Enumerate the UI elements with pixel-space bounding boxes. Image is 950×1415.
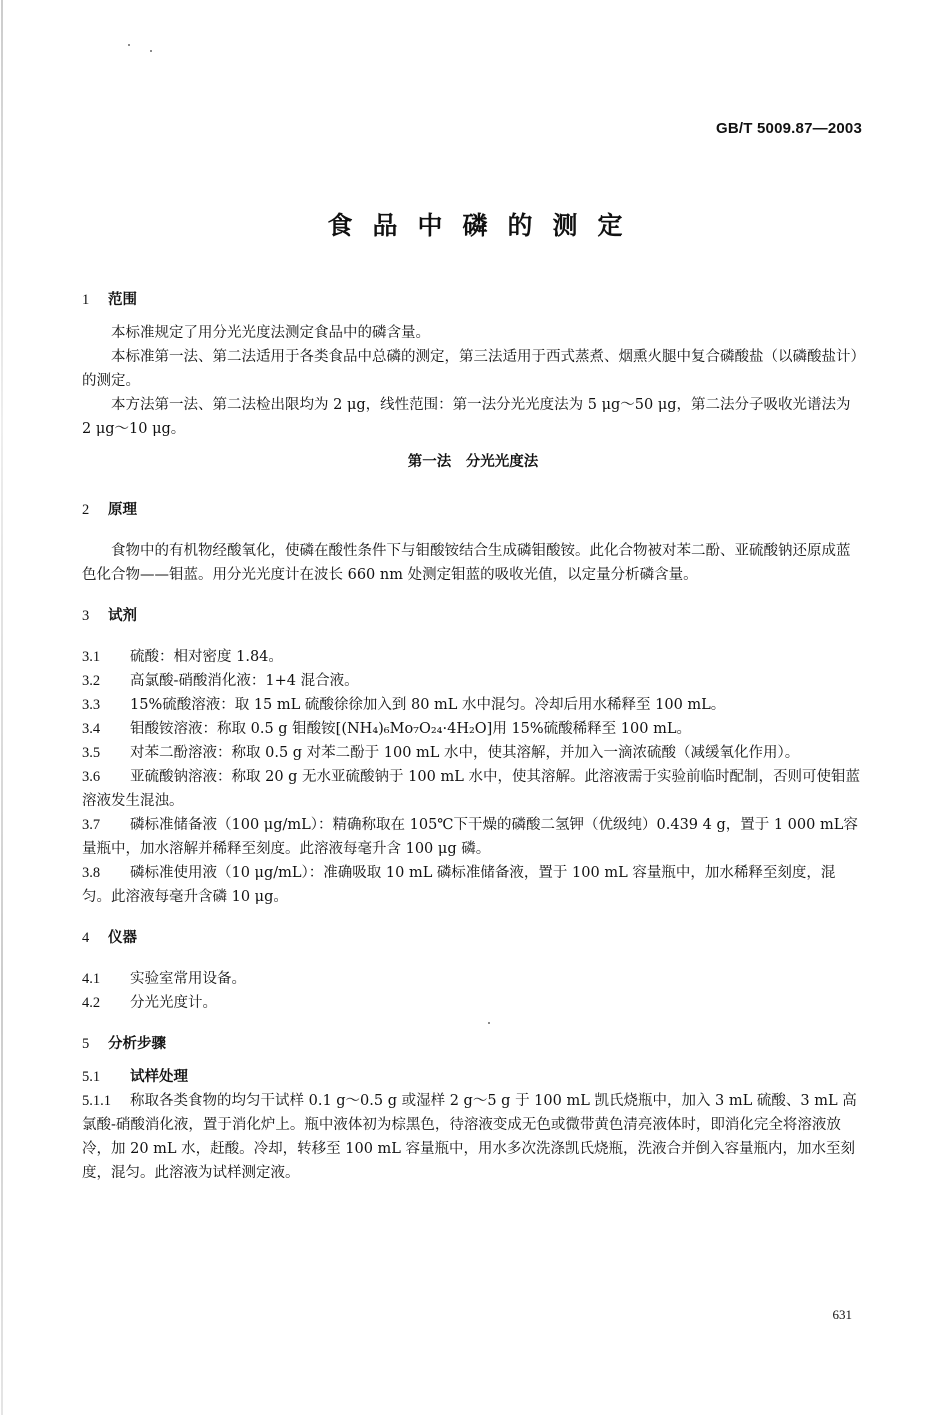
document-title: 食品中磷的测定	[327, 211, 643, 240]
scan-speck	[150, 50, 152, 52]
item-number: 3.1	[82, 649, 101, 665]
section-number: 5	[82, 1036, 90, 1052]
list-item	[82, 967, 864, 991]
item-text: 磷标准使用液（10 μg/mL）：准确吸取 10 mL 磷标准储备液，置于 100 mL 容量瓶中，加水稀释至刻度，混匀。此溶液每毫升含磷 10 μg。	[82, 865, 836, 905]
section-title: 原理	[108, 502, 137, 518]
item-number: 3.6	[82, 769, 101, 785]
standard-code: GB/T 5009.87—2003	[716, 120, 862, 137]
page-number: 631	[832, 1307, 852, 1322]
section-title: 试剂	[108, 608, 137, 624]
section-title: 分析步骤	[108, 1036, 166, 1052]
section-heading-2	[82, 498, 864, 522]
paragraph: 本标准规定了用分光光度法测定食品中的磷含量。	[111, 325, 430, 341]
subsection-title: 试样处理	[130, 1069, 188, 1085]
item-text: 磷标准储备液（100 μg/mL）：精确称取在 105℃下干燥的磷酸二氢钾（优级纯）0.439 4 g，置于 1 000 mL容量瓶中，加水溶解并稀释至刻度。此溶液每毫升含 100 μg 磷。	[82, 817, 858, 857]
section-heading-4	[82, 926, 864, 950]
section-number: 2	[82, 502, 90, 518]
section-heading-3	[82, 604, 864, 628]
list-item	[82, 693, 864, 717]
item-number: 3.3	[82, 697, 101, 713]
item-text: 亚硫酸钠溶液：称取 20 g 无水亚硫酸钠于 100 mL 水中，使其溶解。此溶液需于实验前临时配制，否则可使钼蓝溶液发生混浊。	[82, 769, 860, 809]
item-text: 高氯酸-硝酸消化液：1+4 混合液。	[130, 673, 359, 689]
item-number: 5.1.1	[82, 1093, 111, 1109]
item-text: 对苯二酚溶液：称取 0.5 g 对苯二酚于 100 mL 水中，使其溶解，并加入一滴浓硫酸（减缓氧化作用）。	[130, 745, 800, 761]
list-item	[82, 717, 864, 741]
list-item	[82, 813, 864, 861]
item-text: 称取各类食物的均匀干试样 0.1 g～0.5 g 或湿样 2 g～5 g 于 100 mL 凯氏烧瓶中，加入 3 mL 硫酸、3 mL 高氯酸-硝酸消化液，置于消化炉上。瓶中液体初为棕黑色，待溶液变成无色或微带黄色清亮液体时，即消化完全将溶液放冷，加 20 mL 水，赶酸。冷却，转移至 100 mL 容量瓶中，用水多次洗涤凯氏烧瓶，洗液合并倒入容量瓶内，加水至刻度，混匀。此溶液为试样测定液。	[82, 1093, 857, 1181]
section-title: 仪器	[108, 930, 137, 946]
list-item	[82, 741, 864, 765]
item-number: 3.5	[82, 745, 101, 761]
item-number: 3.4	[82, 721, 101, 737]
section-number: 1	[82, 292, 90, 308]
section-title: 范围	[108, 292, 137, 308]
paragraph: 本标准第一法、第二法适用于各类食品中总磷的测定，第三法适用于西式蒸煮、烟熏火腿中复合磷酸盐（以磷酸盐计）的测定。	[82, 349, 858, 389]
section-number: 4	[82, 930, 90, 946]
section-heading-5	[82, 1032, 864, 1056]
item-text: 15%硫酸溶液：取 15 mL 硫酸徐徐加入到 80 mL 水中混匀。冷却后用水稀释至 100 mL。	[130, 697, 726, 713]
item-number: 4.2	[82, 995, 101, 1011]
subsection-number: 5.1	[82, 1069, 101, 1085]
subsection-heading	[82, 1065, 864, 1089]
item-text: 钼酸铵溶液：称取 0.5 g 钼酸铵[(NH₄)₆Mo₇O₂₄·4H₂O]用 15%硫酸稀释至 100 mL。	[130, 721, 691, 737]
method-heading: 第一法 分光光度法	[407, 454, 539, 470]
list-item	[82, 861, 864, 909]
scan-speck	[128, 44, 130, 46]
item-number: 3.8	[82, 865, 101, 881]
paragraph: 本方法第一法、第二法检出限均为 2 μg，线性范围：第一法分光光度法为 5 μg～50 μg，第二法分子吸收光谱法为 2 μg～10 μg。	[82, 397, 851, 437]
list-item	[82, 669, 864, 693]
item-text: 硫酸：相对密度 1.84。	[130, 649, 283, 665]
paragraph: 食物中的有机物经酸氧化，使磷在酸性条件下与钼酸铵结合生成磷钼酸铵。此化合物被对苯二酚、亚硫酸钠还原成蓝色化合物——钼蓝。用分光光度计在波长 660 nm 处测定钼蓝的吸收光值，以定量分析磷含量。	[82, 543, 851, 583]
document-body	[82, 288, 864, 1185]
item-number: 3.7	[82, 817, 101, 833]
item-number: 3.2	[82, 673, 101, 689]
section-number: 3	[82, 608, 90, 624]
section-heading-1	[82, 288, 864, 312]
item-text: 实验室常用设备。	[130, 971, 246, 987]
list-item	[82, 765, 864, 813]
list-item	[82, 645, 864, 669]
item-number: 4.1	[82, 971, 101, 987]
list-item	[82, 991, 864, 1015]
list-item	[82, 1089, 864, 1185]
item-text: 分光光度计。	[130, 995, 217, 1011]
